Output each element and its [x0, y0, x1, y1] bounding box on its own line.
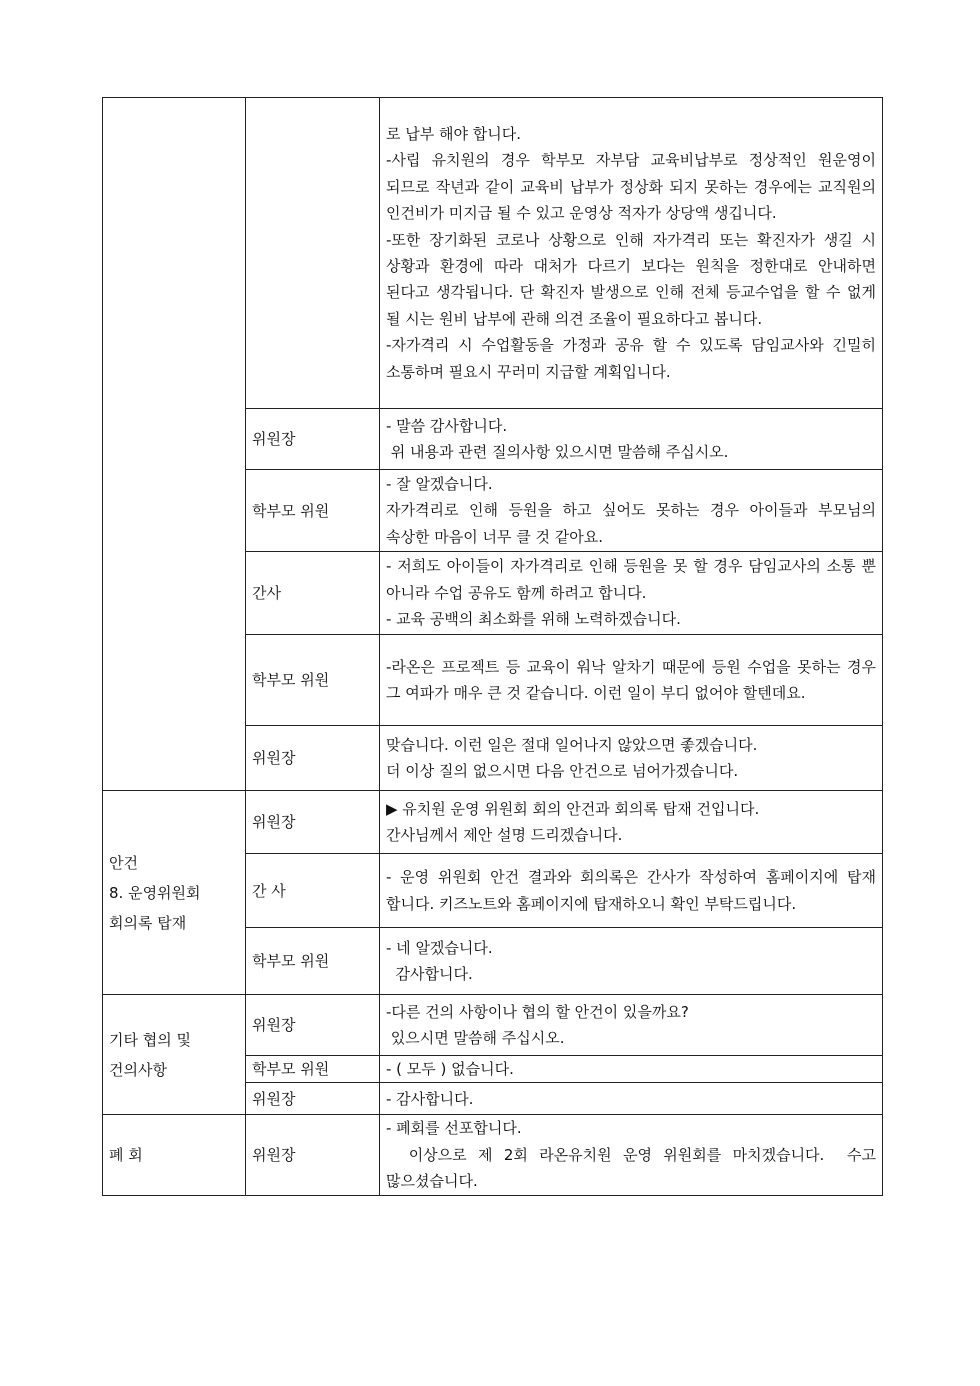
speaker-cell: 위원장: [246, 1115, 380, 1195]
speaker-cell: 학부모 위원: [246, 635, 380, 726]
speaker-cell: 간사: [246, 552, 380, 635]
agenda-cell-previous: [103, 98, 246, 791]
content-line: ▶ 유치원 운영 위원회 회의 안건과 회의록 탑재 건입니다.: [386, 799, 760, 818]
content-line: 간사님께서 제안 설명 드리겠습니다.: [386, 826, 623, 844]
speaker-cell: 위원장: [246, 995, 380, 1056]
content-cell: [380, 995, 883, 1056]
content-line: 감사합니다.: [386, 965, 473, 983]
speaker-cell: 학부모 위원: [246, 1056, 380, 1083]
agenda-label-line: 안건: [109, 853, 138, 872]
content-cell: [380, 409, 883, 470]
agenda-label-cell: 폐 회: [103, 1115, 246, 1195]
content-cell: [380, 791, 883, 854]
content-line: 있으시면 말씀해 주십시오.: [386, 1029, 565, 1047]
content-line: - ( 모두 ) 없습니다.: [386, 1060, 514, 1078]
content-line: - 폐회를 선포합니다.: [386, 1119, 522, 1138]
table-row: [103, 791, 883, 854]
table-row: [103, 98, 883, 409]
speaker-cell: 위원장: [246, 1083, 380, 1115]
meeting-minutes-table: [102, 97, 883, 1196]
content-line: 맞습니다. 이런 일은 절대 일어나지 않았으면 좋겠습니다.: [386, 735, 758, 754]
content-cell: [380, 1115, 883, 1195]
agenda-label-line: 8. 운영위원회: [109, 883, 201, 902]
speaker-cell: [246, 98, 380, 409]
content-cell: [380, 552, 883, 635]
speaker-cell: 위원장: [246, 791, 380, 854]
speaker-cell: 학부모 위원: [246, 470, 380, 552]
table-row: [103, 1115, 883, 1195]
content-cell: [380, 98, 883, 409]
content-line: - 운영 위원회 안건 결과와 회의록은 간사가 작성하여 홈페이지에 탑재 합니다. 키즈노트와 홈페이지에 탑재하오니 확인 부탁드립니다.: [386, 868, 881, 913]
content-line: -라온은 프로젝트 등 교육이 워낙 알차기 때문에 등원 수업을 못하는 경우 그 여파가 매우 큰 것 같습니다. 이런 일이 부디 없어야 할텐데요.: [386, 657, 881, 702]
content-line: 위 내용과 관련 질의사항 있으시면 말씀해 주십시오.: [386, 443, 729, 461]
content-cell: [380, 1083, 883, 1115]
content-line: - 교육 공백의 최소화를 위해 노력하겠습니다.: [386, 610, 681, 629]
content-cell: [380, 928, 883, 995]
content-line: -또한 장기화된 코로나 상황으로 인해 자가격리 또는 확진자가 생길 시 상황과 환경에 따라 대처가 다르기 보다는 원칙을 정한대로 안내하면 된다고 생각됩니다. 단 확진자 발생으로 인해 전체 등교수업을 할 수 없게 될 시는 원비 납부에 관해 의견 조율이 필요하다고 봅니다.: [386, 230, 881, 328]
content-line: -사립 유치원의 경우 학부모 자부담 교육비납부로 정상적인 원운영이 되므로 작년과 같이 교육비 납부가 정상화 되지 못하는 경우에는 교직원의 인건비가 미지급 될 수 있고 운영상 적자가 상당액 생깁니다.: [386, 151, 881, 223]
content-line: - 저희도 아이들이 자가격리로 인해 등원을 못 할 경우 담임교사의 소통 뿐 아니라 수업 공유도 함께 하려고 합니다.: [386, 557, 881, 602]
content-line: -다른 건의 사항이나 협의 할 안건이 있을까요?: [386, 1002, 689, 1021]
content-cell: [380, 470, 883, 552]
content-line: - 감사합니다.: [386, 1089, 474, 1108]
content-line: 자가격리로 인해 등원을 하고 싶어도 못하는 경우 아이들과 부모님의 속상한 마음이 너무 클 것 같아요.: [386, 501, 881, 546]
speaker-cell: 학부모 위원: [246, 928, 380, 995]
content-line: - 네 알겠습니다.: [386, 938, 493, 957]
content-line: -자가격리 시 수업활동을 가정과 공유 할 수 있도록 담임교사와 긴밀히 소통하며 필요시 꾸러미 지급할 계획입니다.: [386, 336, 881, 381]
content-cell: [380, 726, 883, 791]
content-cell: [380, 1056, 883, 1083]
content-cell: [380, 854, 883, 928]
table-row: [103, 995, 883, 1056]
content-line: 로 납부 해야 합니다.: [386, 124, 521, 143]
content-cell: [380, 635, 883, 726]
agenda-label-cell: [103, 995, 246, 1115]
agenda-label-cell: [103, 791, 246, 995]
content-line: - 말씀 감사합니다.: [386, 416, 508, 435]
content-line: 이상으로 제 2회 라온유치원 운영 위원회를 마치겠습니다. 수고 많으셨습니다.: [386, 1145, 881, 1191]
agenda-label-line: 회의록 탑재: [109, 913, 187, 932]
agenda-label-line: 건의사항: [109, 1060, 167, 1079]
speaker-cell: 위원장: [246, 726, 380, 791]
speaker-cell: 위원장: [246, 409, 380, 470]
agenda-label-line: 기타 협의 및: [109, 1030, 191, 1049]
content-line: 더 이상 질의 없으시면 다음 안건으로 넘어가겠습니다.: [386, 762, 739, 780]
content-line: - 잘 알겠습니다.: [386, 474, 493, 493]
speaker-cell: 간 사: [246, 854, 380, 928]
